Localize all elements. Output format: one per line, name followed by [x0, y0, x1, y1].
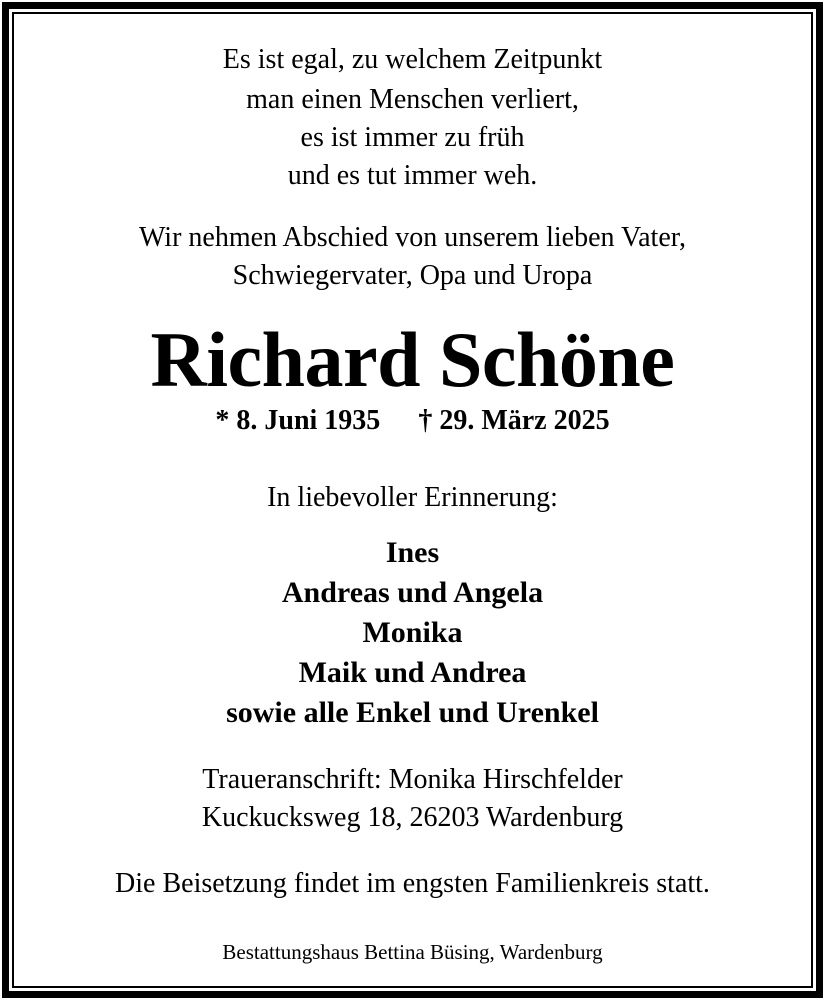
poem-line: man einen Menschen verliert, — [246, 84, 579, 115]
poem-line: Es ist egal, zu welchem Zeitpunkt — [222, 44, 603, 75]
mourner: Monika — [362, 616, 463, 649]
mourner: Andreas und Angela — [281, 576, 544, 609]
intro-line: Schwiegervater, Opa und Uropa — [232, 260, 593, 291]
mourner: sowie alle Enkel und Urenkel — [226, 696, 599, 729]
burial-note: Die Beisetzung findet im engsten Familienkreis statt. — [115, 868, 710, 899]
poem-line: es ist immer zu früh — [300, 122, 525, 153]
intro-line: Wir nehmen Abschied von unserem lieben Vater, — [139, 222, 686, 253]
memory-heading: In liebevoller Erinnerung: — [267, 482, 558, 513]
funeral-home: Bestattungshaus Bettina Büsing, Wardenburg — [222, 940, 603, 964]
poem-line: und es tut immer weh. — [287, 160, 538, 191]
birth-date: * 8. Juni 1935 — [215, 405, 381, 436]
deceased-name: Richard Schöne — [150, 316, 675, 403]
address-line: Kuckucksweg 18, 26203 Wardenburg — [201, 802, 624, 833]
mourner: Maik und Andrea — [298, 656, 527, 689]
address-line: Traueranschrift: Monika Hirschfelder — [202, 764, 623, 795]
life-dates — [0, 405, 825, 437]
mourner: Ines — [385, 536, 440, 569]
death-date: † 29. März 2025 — [418, 405, 610, 436]
